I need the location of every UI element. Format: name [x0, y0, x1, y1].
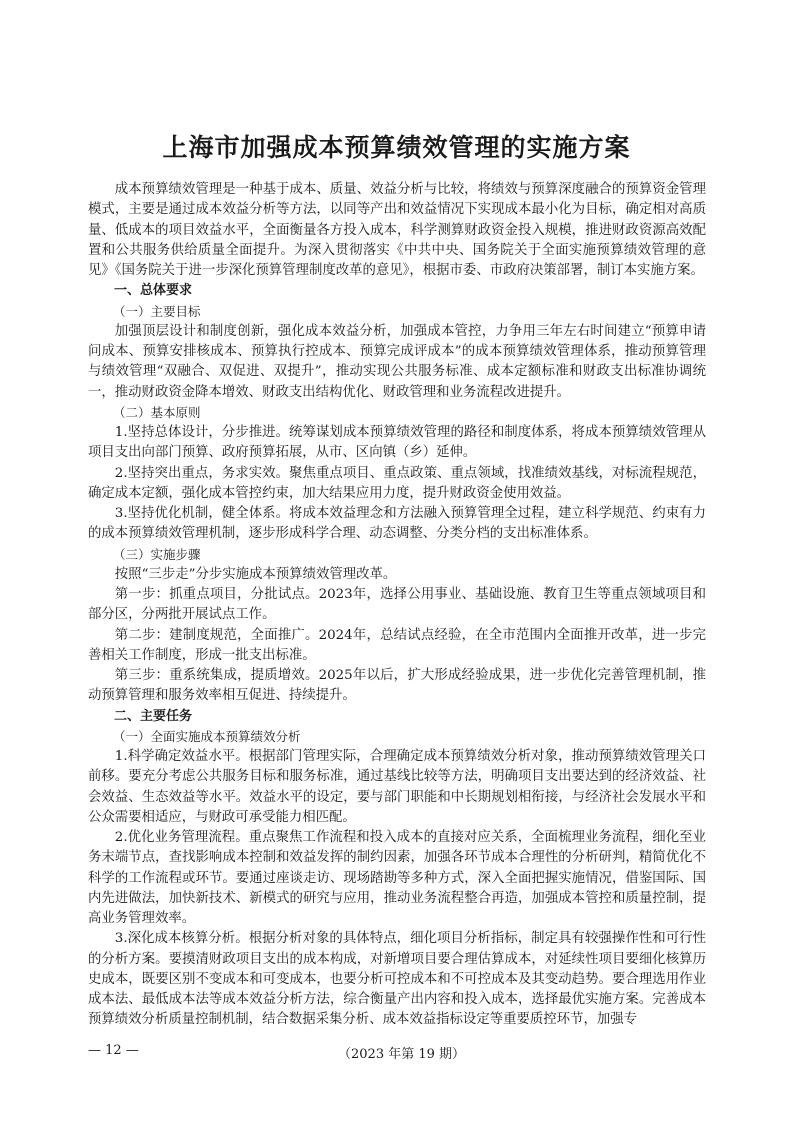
paragraph: 2.优化业务管理流程。重点聚焦工作流程和投入成本的直接对应关系，全面梳理业务流程，细化至业务末端节点，查找影响成本控制和效益发挥的制约因素，加强各环节成本合理性的分析研判，精简优化不科学的工作流程或环节。要通过座谈走访、现场踏勘等多种方式，深入全面把握实施情况，借鉴国际、国内先进做法，加快新技术、新模式的研究与应用，推动业务流程整合再造，加强成本管控和质量控制，提高业务管理效率。 [88, 830, 706, 926]
page-number: — 12 — [88, 1043, 139, 1058]
document-title: 上海市加强成本预算绩效管理的实施方案 [162, 133, 631, 162]
paragraph: 第二步：建制度规范，全面推广。2024年，总结试点经验，在全市范围内全面推开改革，进一步完善相关工作制度，形成一批支出标准。 [88, 627, 706, 663]
paragraph: 1.科学确定效益水平。根据部门管理实际，合理确定成本预算绩效分析对象，推动预算绩效管理关口前移。要充分考虑公共服务目标和服务标准，通过基线比较等方法，明确项目支出要达到的经济效益、社会效益、生态效益等水平。效益水平的设定，要与部门职能和中长期规划相衔接，与经济社会发展水平和公众需要相适应，与财政可承受能力相匹配。 [88, 749, 706, 825]
paragraph: 2.坚持突出重点，务求实效。聚焦重点项目、重点政策、重点领域，找准绩效基线，对标流程规范，确定成本定额，强化成本管控约束，加大结果应用力度，提升财政资金使用效益。 [88, 465, 706, 501]
paragraph: 1.坚持总体设计，分步推进。统筹谋划成本预算绩效管理的路径和制度体系，将成本预算绩效管理从项目支出向部门预算、政府预算拓展，从市、区向镇（乡）延伸。 [88, 425, 706, 461]
paragraph: 3.深化成本核算分析。根据分析对象的具体特点，细化项目分析指标，制定具有较强操作性和可行性的分析方案。要摸清财政项目支出的成本构成，对新增项目要合理估算成本，对延续性项目要细化核算历史成本，既要区别不变成本和可变成本，也要分析可控成本和不可控成本及其变动趋势。要合理选用作业成本法、最低成本法等成本效益分析方法，综合衡量产出内容和投入成本，选择最优实施方案。完善成本预算绩效分析质量控制机制，结合数据采集分析、成本效益指标设定等重要质控环节，加强专 [88, 931, 706, 1028]
section-heading: 一、总体要求 [114, 283, 193, 299]
paragraph: 加强顶层设计和制度创新，强化成本效益分析，加强成本管控，力争用三年左右时间建立“预算申请问成本、预算安排核成本、预算执行控成本、预算完成评成本”的成本预算绩效管理体系，推动预算管理与绩效管理“双融合、双促进、双提升”，推动实现公共服务标准、成本定额标准和财政支出标准协调统一，推动财政资金降本增效、财政支出结构优化、财政管理和业务流程改进提升。 [88, 323, 706, 400]
subsection-heading: （一）全面实施成本预算绩效分析 [113, 728, 301, 744]
paragraph: 成本预算绩效管理是一种基于成本、质量、效益分析与比较，将绩效与预算深度融合的预算资金管理模式，主要是通过成本效益分析等方法，以同等产出和效益情况下实现成本最小化为目标，确定相对高质量、低成本的项目效益水平，全面衡量各方投入成本，科学测算财政资金投入规模，推进财政资源高效配置和公共服务供给质量全面提升。为深入贯彻落实《中共中央、国务院关于全面实施预算绩效管理的意见》《国务院关于进一步深化预算管理制度改革的意见》，根据市委、市政府决策部署，制订本实施方案。 [88, 182, 706, 278]
document-body [88, 180, 706, 1031]
subsection-heading: （二）基本原则 [113, 404, 201, 420]
issue-label: （2023 年第 19 期） [338, 1047, 466, 1062]
paragraph: 3.坚持优化机制，健全体系。将成本效益理念和方法融入预算管理全过程，建立科学规范、约束有力的成本预算绩效管理机制，逐步形成科学合理、动态调整、分类分档的支出标准体系。 [88, 506, 706, 542]
paragraph: 第三步：重系统集成，提质增效。2025年以后，扩大形成经验成果，进一步优化完善管理机制，推动预算管理和服务效率相互促进、持续提升。 [88, 668, 706, 704]
subsection-heading: （一）主要目标 [113, 303, 201, 319]
subsection-heading: （三）实施步骤 [113, 546, 201, 562]
section-heading: 二、主要任务 [114, 708, 193, 724]
paragraph: 按照“三步走”分步实施成本预算绩效管理改革。 [114, 566, 397, 582]
paragraph: 第一步：抓重点项目，分批试点。2023年，选择公用事业、基础设施、教育卫生等重点领域项目和部分区，分两批开展试点工作。 [88, 587, 706, 623]
